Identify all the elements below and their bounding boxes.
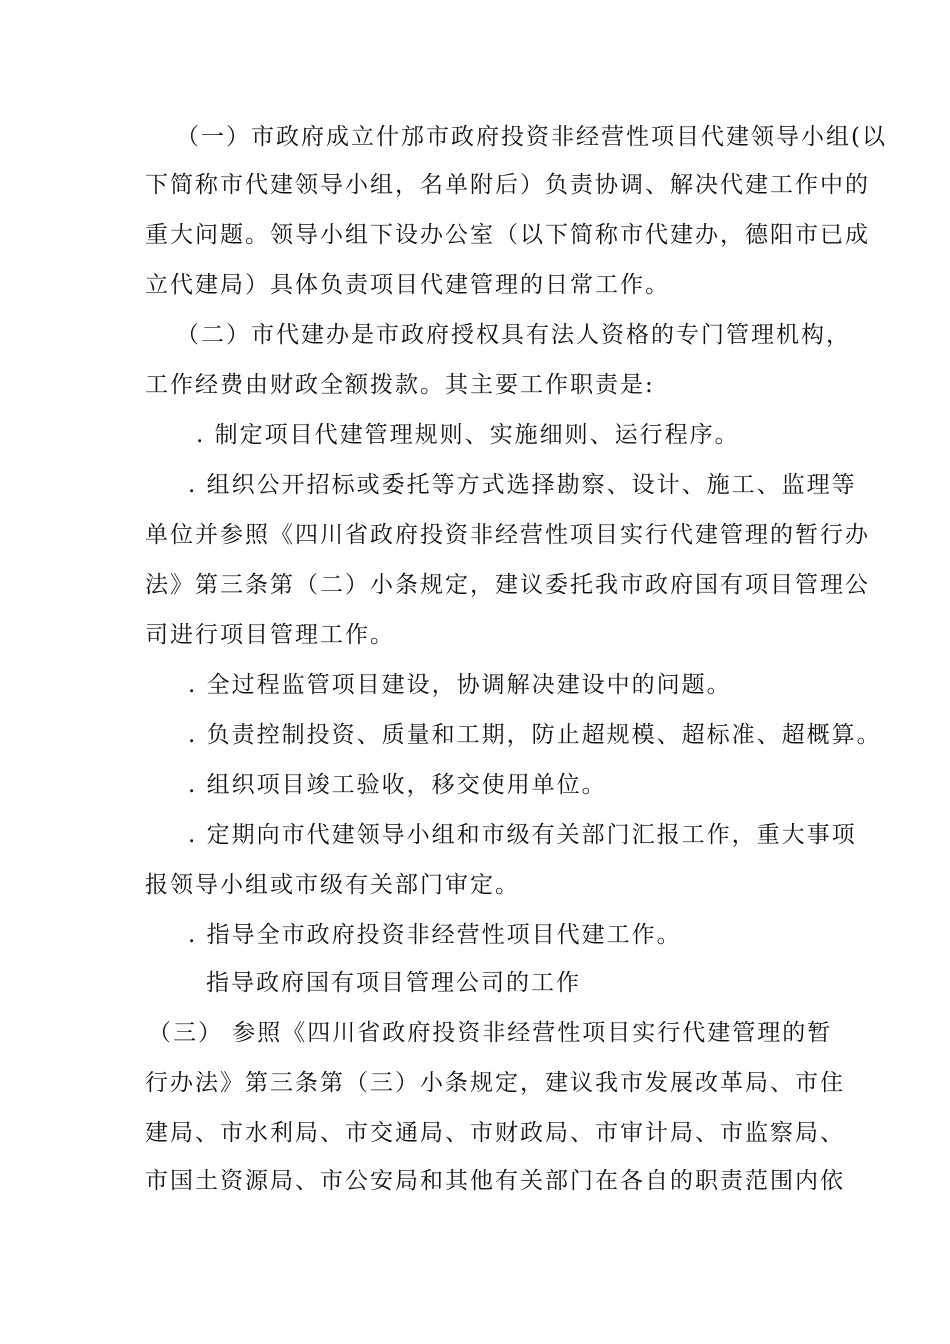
duty-item-6-line-1: . 定期向市代建领导小组和市级有关部门汇报工作，重大事项 — [188, 822, 857, 848]
duty-item-2-line-2: 单位并参照《四川省政府投资非经营性项目实行代建管理的暂行办 — [145, 522, 870, 548]
duty-item-2-line-4: 司进行项目管理工作。 — [145, 622, 395, 648]
duty-item-2-line-3: 法》第三条第（二）小条规定，建议委托我市政府国有项目管理公 — [145, 572, 870, 598]
duty-item-4: . 负责控制投资、质量和工期，防止超规模、超标准、超概算。 — [188, 722, 882, 748]
duty-item-7: . 指导全市政府投资非经营性项目代建工作。 — [188, 922, 682, 948]
duty-item-1: . 制定项目代建管理规则、实施细则、运行程序。 — [196, 422, 740, 448]
duty-item-2-line-1: . 组织公开招标或委托等方式选择勘察、设计、施工、监理等 — [188, 472, 857, 498]
paragraph-2-line-1: （二）市代建办是市政府授权具有法人资格的专门管理机构， — [176, 322, 851, 348]
paragraph-3-line-1: （三） 参照《四川省政府投资非经营性项目实行代建管理的暂 — [148, 1020, 833, 1046]
paragraph-3-line-4: 市国土资源局、市公安局和其他有关部门在各自的职责范围内依 — [145, 1168, 845, 1194]
paragraph-3-line-3: 建局、市水利局、市交通局、市财政局、市审计局、市监察局、 — [145, 1120, 845, 1146]
paragraph-2-line-2: 工作经费由财政全额拨款。其主要工作职责是: — [145, 372, 655, 398]
paragraph-3-line-2: 行办法》第三条第（三）小条规定，建议我市发展改革局、市住 — [145, 1070, 845, 1096]
duty-item-5: . 组织项目竣工验收，移交使用单位。 — [188, 772, 607, 798]
paragraph-1-line-4: 立代建局）具体负责项目代建管理的日常工作。 — [145, 272, 670, 298]
duty-item-8: 指导政府国有项目管理公司的工作 — [206, 970, 581, 996]
paragraph-1-line-2: 下简称市代建领导小组，名单附后）负责协调、解决代建工作中的 — [145, 172, 870, 198]
paragraph-1-line-1: （一）市政府成立什邡市政府投资非经营性项目代建领导小组(以 — [176, 124, 887, 150]
duty-item-6-line-2: 报领导小组或市级有关部门审定。 — [145, 872, 520, 898]
paragraph-1-line-3: 重大问题。领导小组下设办公室（以下简称市代建办，德阳市已成 — [145, 222, 870, 248]
duty-item-3: . 全过程监管项目建设，协调解决建设中的问题。 — [188, 672, 732, 698]
